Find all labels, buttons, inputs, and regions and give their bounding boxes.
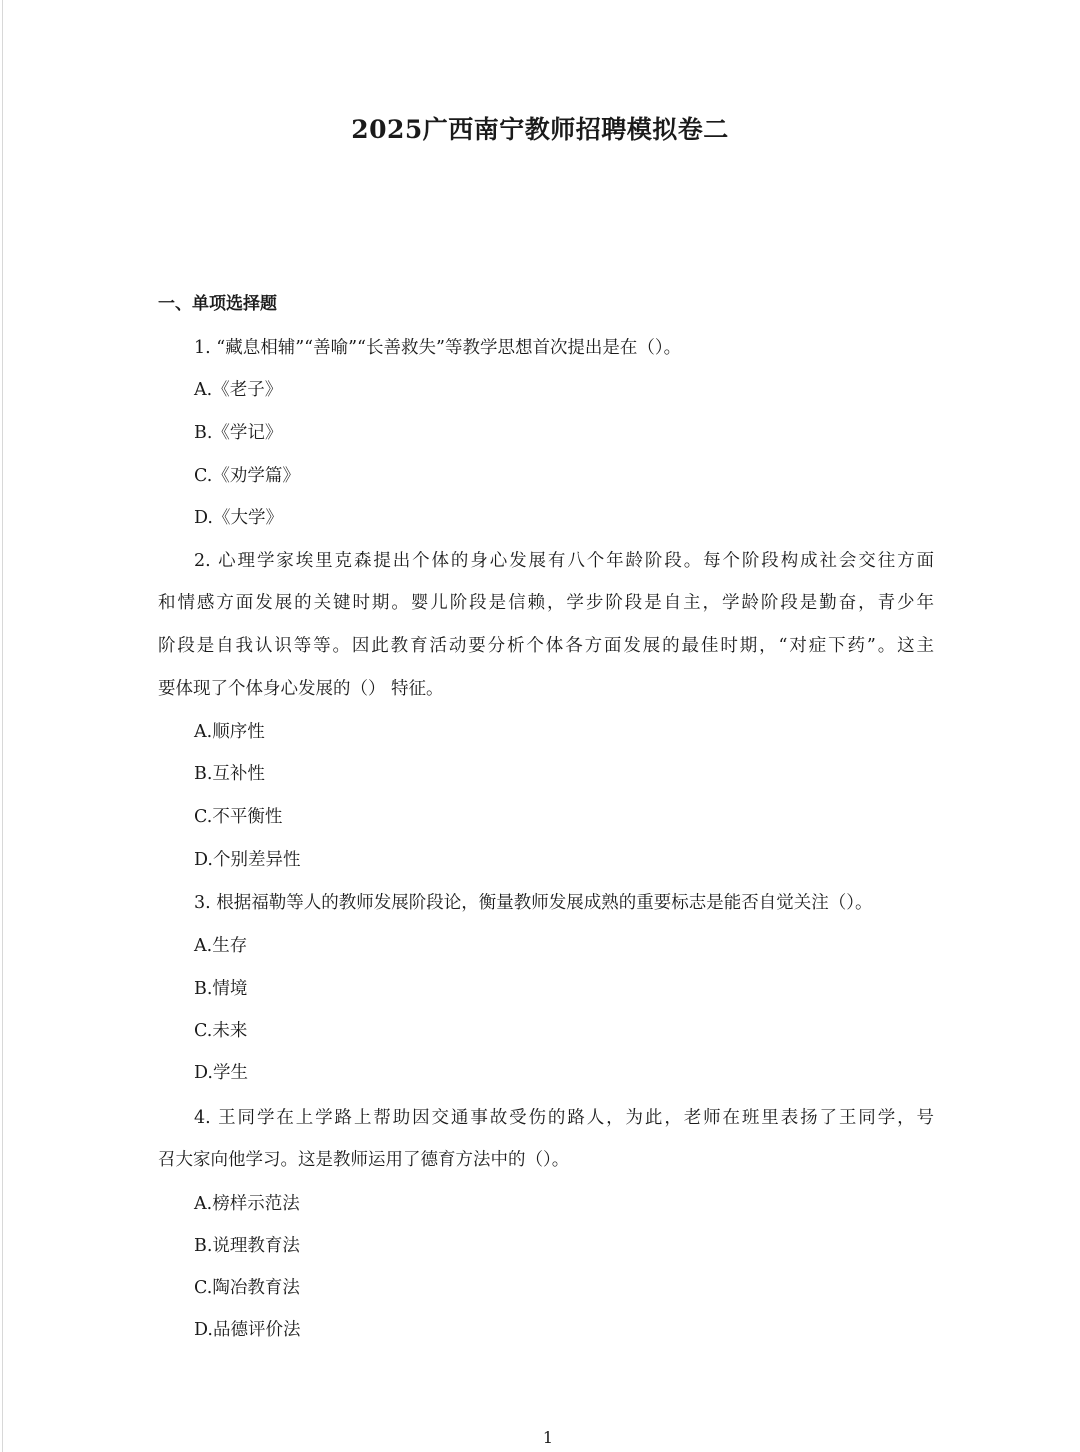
question-2-stem-line-3: 阶段是自我认识等等。因此教育活动要分析个体各方面发展的最佳时期，“对症下药”。这主: [158, 636, 934, 656]
question-3-option-b: B.情境: [194, 979, 248, 999]
page-number: 1: [542, 1428, 554, 1447]
section-heading: 一、单项选择题: [158, 294, 277, 314]
question-4-option-d: D.品德评价法: [194, 1320, 301, 1340]
question-2-stem-line-1: 2. 心理学家埃里克森提出个体的身心发展有八个年龄阶段。每个阶段构成社会交往方面: [194, 551, 934, 571]
question-2-option-b: B.互补性: [194, 764, 265, 784]
question-2-option-c: C.不平衡性: [194, 807, 283, 827]
question-4-option-b: B.说理教育法: [194, 1236, 300, 1256]
question-1-option-b: B.《学记》: [194, 423, 283, 443]
question-2-stem-line-4: 要体现了个体身心发展的（） 特征。: [158, 679, 444, 699]
question-4-option-a: A.榜样示范法: [194, 1194, 300, 1214]
question-1-option-d: D.《大学》: [194, 508, 283, 528]
question-1-option-c: C.《劝学篇》: [194, 466, 300, 486]
question-2-stem-line-2: 和情感方面发展的关键时期。婴儿阶段是信赖，学步阶段是自主，学龄阶段是勤奋，青少年: [158, 593, 934, 613]
question-4-stem-line-2: 召大家向他学习。这是教师运用了德育方法中的（）。: [158, 1150, 570, 1170]
question-3-stem: 3. 根据福勒等人的教师发展阶段论，衡量教师发展成熟的重要标志是能否自觉关注（）。: [194, 893, 873, 913]
question-2-option-d: D.个别差异性: [194, 850, 301, 870]
question-4-stem-line-1: 4. 王同学在上学路上帮助因交通事故受伤的路人，为此，老师在班里表扬了王同学，号: [194, 1108, 934, 1128]
question-3-option-d: D.学生: [194, 1063, 248, 1083]
question-3-option-c: C.未来: [194, 1021, 248, 1041]
question-2-option-a: A.顺序性: [194, 722, 265, 742]
question-1-stem: 1. “藏息相辅”“善喻”“长善救失”等教学思想首次提出是在（）。: [194, 338, 682, 358]
document-title: 2025广西南宁教师招聘模拟卷二: [351, 115, 729, 144]
question-1-option-a: A.《老子》: [194, 380, 283, 400]
question-4-option-c: C.陶冶教育法: [194, 1278, 300, 1298]
question-3-option-a: A.生存: [194, 936, 248, 956]
page-edge-divider: [2, 0, 3, 1452]
